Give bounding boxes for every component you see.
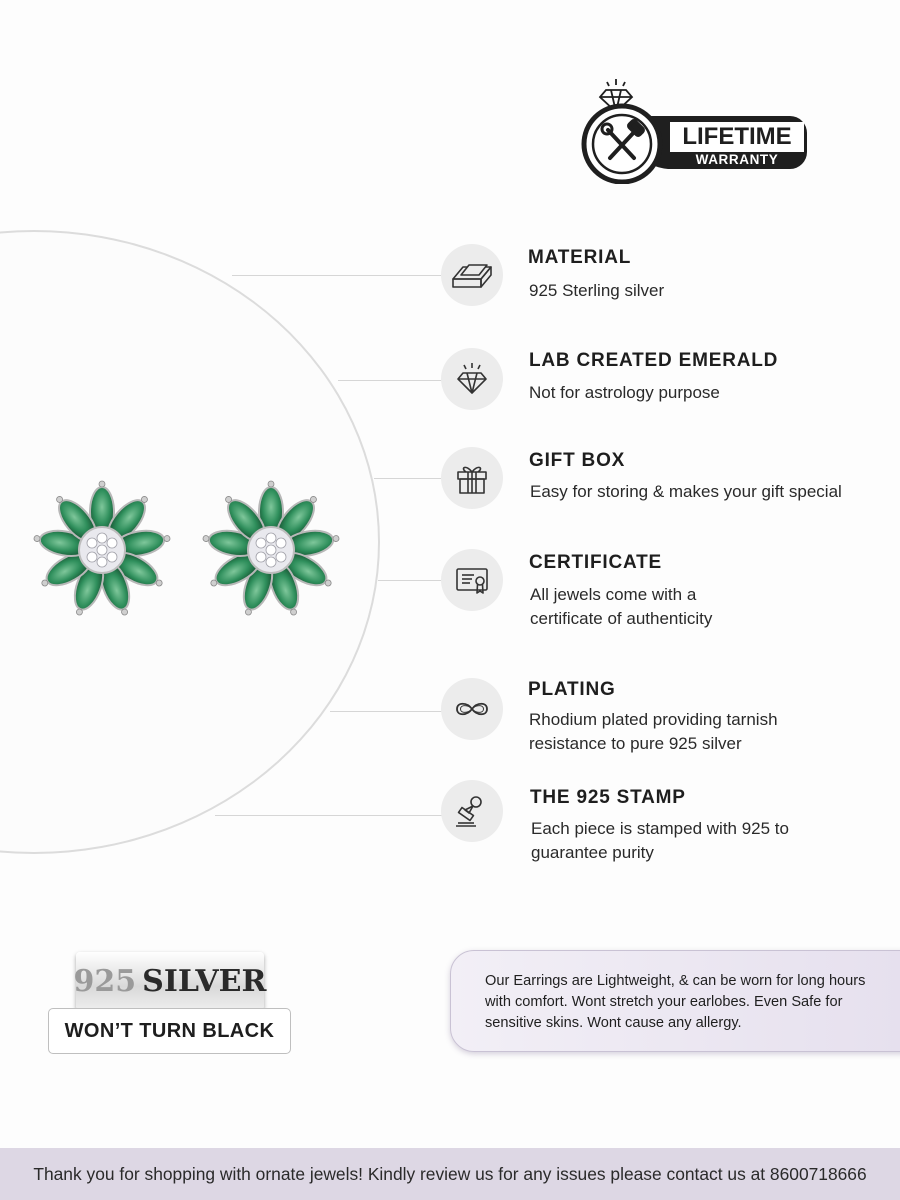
info-text: Our Earrings are Lightweight, & can be worn for long hours with comfort. Wont stretch your earlobes. Even Safe for sensitive skins. Wont cause any allergy. — [485, 973, 866, 1031]
feature-desc-plating: Rhodium plated providing tarnish resistance to pure 925 silver — [529, 710, 778, 753]
stamp-icon — [454, 793, 490, 829]
warranty-line1: LIFETIME — [682, 123, 792, 150]
silver-badge-word: SILVER — [142, 963, 267, 999]
silver-badge-number: 925 — [73, 963, 137, 999]
feature-title-925-stamp: THE 925 STAMP — [530, 787, 686, 808]
footer-banner — [0, 1148, 900, 1200]
lightweight-info-box — [450, 950, 900, 1052]
infinity-icon — [452, 691, 492, 727]
footer-text: Thank you for shopping with ornate jewels! Kindly review us for any issues please contact us at 8600718666 — [33, 1163, 867, 1184]
925-silver-badge — [73, 952, 267, 1010]
feature-desc-certificate: All jewels come with a certificate of authenticity — [530, 585, 713, 628]
connector-line — [338, 380, 442, 381]
right-earring — [201, 481, 341, 619]
lifetime-warranty-badge — [578, 76, 810, 184]
feature-desc-gift-box: Easy for storing & makes your gift special — [530, 482, 842, 501]
gift-icon — [454, 460, 490, 496]
feature-desc-material: 925 Sterling silver — [529, 281, 665, 300]
stamp-icon-circle — [441, 780, 503, 842]
connector-line — [378, 580, 442, 581]
emerald-icon-circle — [441, 348, 503, 410]
connector-line — [232, 275, 442, 276]
certificate-icon — [454, 562, 490, 598]
plating-icon-circle — [441, 678, 503, 740]
left-earring — [32, 481, 172, 619]
material-icon-circle — [441, 244, 503, 306]
feature-desc-925-stamp: Each piece is stamped with 925 to guarantee purity — [531, 819, 789, 862]
gift-box-icon-circle — [441, 447, 503, 509]
feature-title-material: MATERIAL — [528, 247, 632, 268]
wont-turn-black-label: WON’T TURN BLACK — [48, 1008, 291, 1054]
feature-title-plating: PLATING — [528, 679, 616, 700]
diamond-icon — [454, 361, 490, 397]
certificate-icon-circle — [441, 549, 503, 611]
feature-title-certificate: CERTIFICATE — [529, 552, 662, 573]
feature-desc-emerald: Not for astrology purpose — [529, 383, 720, 402]
warranty-line2: WARRANTY — [695, 152, 779, 167]
connector-line — [374, 478, 442, 479]
product-image — [28, 474, 348, 634]
feature-title-gift-box: GIFT BOX — [529, 450, 626, 471]
silver-bar-icon — [449, 257, 495, 293]
connector-line — [215, 815, 442, 816]
connector-line — [330, 711, 442, 712]
feature-title-emerald: LAB CREATED EMERALD — [529, 350, 779, 371]
